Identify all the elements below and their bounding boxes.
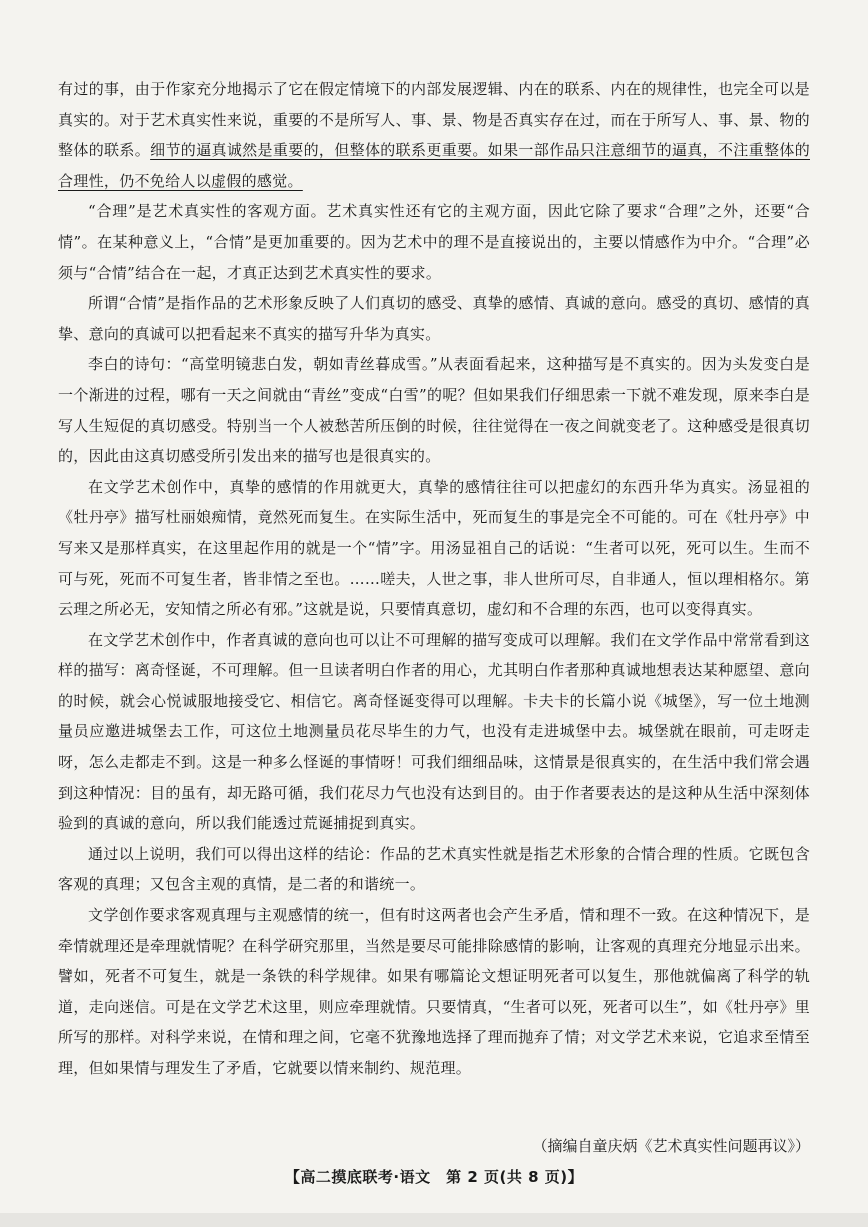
article-body [58, 74, 810, 1084]
paragraph [58, 472, 810, 625]
paragraph-text: 有过的事，由于作家充分地揭示了它在假定情境下的内部发展逻辑、内在的联系、内在的规律性，也完全可以是真实的。对于艺术真实性来说，重要的不是所写人、事、景、物是否真实存在过，而在于所写人、事、景、物的整体的联系。 [58, 80, 810, 160]
page-footer: 【高二摸底联考·语文 第 2 页(共 8 页)】 [284, 1168, 584, 1186]
paragraph-text: 李白的诗句：“高堂明镜悲白发，朝如青丝暮成雪。”从表面看起来，这种描写是不真实的。因为头发变白是一个渐进的过程，哪有一天之间就由“青丝”变成“白雪”的呢？但如果我们仔细思索一下就不难发现，原来李白是写人生短促的真切感受。特别当一个人被愁苦所压倒的时候，往往觉得在一夜之间就变老了。这种感受是很真切的，因此由这真切感受所引发出来的描写也是很真实的。 [58, 355, 810, 466]
paragraph [58, 288, 810, 349]
paragraph-text: 文学创作要求客观真理与主观感情的统一，但有时这两者也会产生矛盾，情和理不一致。在这种情况下，是牵情就理还是牵理就情呢？在科学研究那里，当然是要尽可能排除感情的影响，让客观的真理充分地显示出来。譬如，死者不可复生，就是一条铁的科学规律。如果有哪篇论文想证明死者可以复生，那他就偏离了科学的轨道，走向迷信。可是在文学艺术这里，则应牵理就情。只要情真，“生者可以死，死者可以生”，如《牡丹亭》里所写的那样。对科学来说，在情和理之间，它毫不犹豫地选择了理而抛弃了情；对文学艺术来说，它追求至情至理，但如果情与理发生了矛盾，它就要以情来制约、规范理。 [58, 906, 810, 1077]
paragraph [58, 196, 810, 288]
paragraph-text: 所谓“合情”是指作品的艺术形象反映了人们真切的感受、真挚的感情、真诚的意向。感受的真切、感情的真挚、意向的真诚可以把看起来不真实的描写升华为真实。 [58, 294, 810, 343]
paragraph-text: 通过以上说明，我们可以得出这样的结论：作品的艺术真实性就是指艺术形象的合情合理的性质。它既包含客观的真理；又包含主观的真情，是二者的和谐统一。 [58, 844, 810, 894]
paragraph [58, 900, 810, 1084]
paragraph [58, 349, 810, 471]
underlined-sentence: 细节的逼真诚然是重要的，但整体的联系更重要。如果一部作品只注意细节的逼真，不注重整体的合理性，仍不免给人以虚假的感觉。 [58, 141, 810, 190]
source-citation: （摘编自童庆炳《艺术真实性问题再议》） [532, 1137, 810, 1155]
page-bottom-edge [0, 1213, 868, 1227]
paragraph-text: “合理”是艺术真实性的客观方面。艺术真实性还有它的主观方面，因此它除了要求“合理”之外，还要“合情”。在某种意义上，“合情”是更加重要的。因为艺术中的理不是直接说出的，主要以情感作为中介。“合理”必须与“合情”结合在一起，才真正达到艺术真实性的要求。 [58, 202, 810, 282]
paragraph [58, 625, 810, 839]
paragraph-text: 在文学艺术创作中，真挚的感情的作用就更大，真挚的感情往往可以把虚幻的东西升华为真实。汤显祖的《牡丹亭》描写杜丽娘痴情，竟然死而复生。在实际生活中，死而复生的事是完全不可能的。可在《牡丹亭》中写来又是那样真实，在这里起作用的就是一个“情”字。用汤显祖自己的话说：“生者可以死，死可以生。生而不可与死，死而不可复生者，皆非情之至也。……嗟夫，人世之事，非人世所可尽，自非通人，恒以理相格尔。第云理之所必无，安知情之所必有邪。”这就是说，只要情真意切，虚幻和不合理的东西，也可以变得真实。 [58, 477, 810, 619]
paragraph-text: 在文学艺术创作中，作者真诚的意向也可以让不可理解的描写变成可以理解。我们在文学作品中常常看到这样的描写：离奇怪诞，不可理解。但一旦读者明白作者的用心，尤其明白作者那种真诚地想表达某种愿望、意向的时候，就会心悦诚服地接受它、相信它。离奇怪诞变得可以理解。卡夫卡的长篇小说《城堡》，写一位土地测量员应邀进城堡去工作，可这位土地测量员花尽毕生的力气，也没有走进城堡中去。城堡就在眼前，可走呀走呀，怎么走都走不到。这是一种多么怪诞的事情呀！可我们细细品味，这情景是很真实的，在生活中我们常会遇到这种情况：目的虽有，却无路可循，我们花尽力气也没有达到目的。由于作者要表达的是这种从生活中深刻体验到的真诚的意向，所以我们能透过荒诞捕捉到真实。 [58, 630, 810, 833]
paragraph [58, 74, 810, 196]
paragraph [58, 839, 810, 900]
